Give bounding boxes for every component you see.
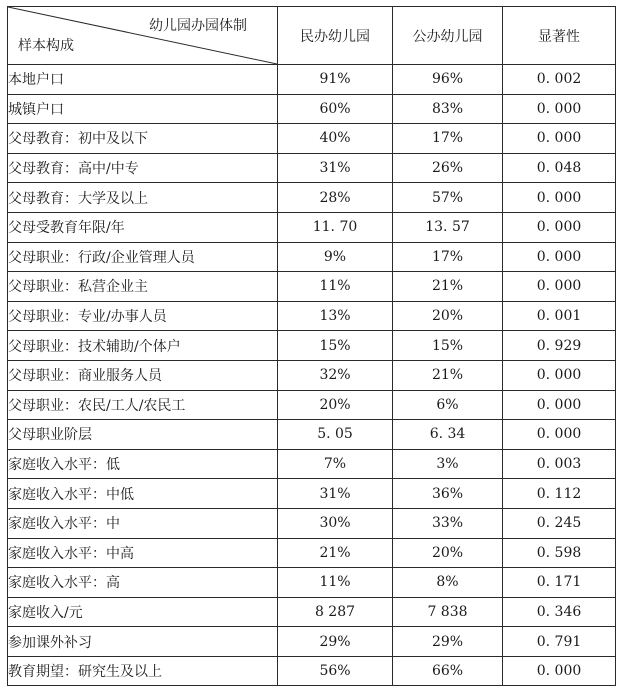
corner-top-label: 幼儿园办园体制 [149, 18, 247, 34]
significance-value-cell: 0. 598 [503, 538, 616, 568]
row-label: 父母职业阶层 [8, 420, 278, 450]
private-value-cell: 91% [278, 65, 393, 95]
row-label: 父母职业：商业服务人员 [8, 360, 278, 390]
public-value-cell: 7 838 [393, 597, 503, 627]
significance-value-cell: 0. 048 [503, 153, 616, 183]
public-value-cell: 21% [393, 272, 503, 302]
row-label: 父母职业：行政/企业管理人员 [8, 242, 278, 272]
public-value-cell: 6. 34 [393, 420, 503, 450]
table-row [8, 420, 616, 450]
public-value-cell: 6% [393, 390, 503, 420]
table-row [8, 65, 616, 95]
row-label: 父母职业：专业/办事人员 [8, 301, 278, 331]
significance-value-cell: 0. 112 [503, 479, 616, 509]
row-label: 父母教育：初中及以下 [8, 124, 278, 154]
public-value-cell: 13. 57 [393, 212, 503, 242]
row-label: 家庭收入水平：中 [8, 508, 278, 538]
public-value-cell: 26% [393, 153, 503, 183]
table-row [8, 153, 616, 183]
significance-value-cell: 0. 000 [503, 656, 616, 686]
private-value-cell: 11. 70 [278, 212, 393, 242]
private-value-cell: 15% [278, 331, 393, 361]
significance-value-cell: 0. 245 [503, 508, 616, 538]
table-row [8, 94, 616, 124]
table-row [8, 538, 616, 568]
table-row [8, 568, 616, 598]
row-label: 家庭收入水平：中低 [8, 479, 278, 509]
row-label: 家庭收入水平：低 [8, 449, 278, 479]
private-value-cell: 11% [278, 272, 393, 302]
public-value-cell: 17% [393, 242, 503, 272]
significance-value-cell: 0. 002 [503, 65, 616, 95]
private-value-cell: 5. 05 [278, 420, 393, 450]
table-body [8, 65, 616, 686]
public-value-cell: 57% [393, 183, 503, 213]
significance-value-cell: 0. 000 [503, 94, 616, 124]
private-value-cell: 32% [278, 360, 393, 390]
significance-value-cell: 0. 000 [503, 242, 616, 272]
private-value-cell: 56% [278, 656, 393, 686]
private-value-cell: 29% [278, 627, 393, 657]
public-value-cell: 33% [393, 508, 503, 538]
private-value-cell: 28% [278, 183, 393, 213]
private-value-cell: 11% [278, 568, 393, 598]
private-value-cell: 20% [278, 390, 393, 420]
table-row [8, 479, 616, 509]
significance-value-cell: 0. 003 [503, 449, 616, 479]
significance-value-cell: 0. 000 [503, 183, 616, 213]
table-row [8, 449, 616, 479]
public-value-cell: 3% [393, 449, 503, 479]
significance-value-cell: 0. 171 [503, 568, 616, 598]
public-value-cell: 15% [393, 331, 503, 361]
row-label: 家庭收入水平：高 [8, 568, 278, 598]
table-row [8, 124, 616, 154]
significance-value-cell: 0. 929 [503, 331, 616, 361]
column-header-public: 公办幼儿园 [393, 7, 503, 65]
private-value-cell: 31% [278, 479, 393, 509]
significance-value-cell: 0. 001 [503, 301, 616, 331]
significance-value-cell: 0. 346 [503, 597, 616, 627]
public-value-cell: 8% [393, 568, 503, 598]
diagonal-corner-cell [8, 7, 278, 65]
table-row [8, 272, 616, 302]
row-label: 家庭收入/元 [8, 597, 278, 627]
public-value-cell: 20% [393, 301, 503, 331]
significance-value-cell: 0. 000 [503, 124, 616, 154]
public-value-cell: 36% [393, 479, 503, 509]
private-value-cell: 60% [278, 94, 393, 124]
table-row [8, 508, 616, 538]
table-row [8, 212, 616, 242]
public-value-cell: 29% [393, 627, 503, 657]
significance-value-cell: 0. 000 [503, 390, 616, 420]
row-label: 父母受教育年限/年 [8, 212, 278, 242]
public-value-cell: 20% [393, 538, 503, 568]
sample-composition-table [7, 6, 616, 686]
significance-value-cell: 0. 000 [503, 420, 616, 450]
row-label: 本地户口 [8, 65, 278, 95]
public-value-cell: 21% [393, 360, 503, 390]
public-value-cell: 17% [393, 124, 503, 154]
row-label: 城镇户口 [8, 94, 278, 124]
private-value-cell: 7% [278, 449, 393, 479]
private-value-cell: 21% [278, 538, 393, 568]
private-value-cell: 30% [278, 508, 393, 538]
row-label: 父母教育：大学及以上 [8, 183, 278, 213]
table-row [8, 597, 616, 627]
table-row [8, 390, 616, 420]
row-label: 父母职业：农民/工人/农民工 [8, 390, 278, 420]
row-label: 教育期望：研究生及以上 [8, 656, 278, 686]
private-value-cell: 9% [278, 242, 393, 272]
row-label: 家庭收入水平：中高 [8, 538, 278, 568]
significance-value-cell: 0. 000 [503, 212, 616, 242]
row-label: 父母职业：技术辅助/个体户 [8, 331, 278, 361]
public-value-cell: 83% [393, 94, 503, 124]
private-value-cell: 31% [278, 153, 393, 183]
table-row [8, 331, 616, 361]
private-value-cell: 13% [278, 301, 393, 331]
table-row [8, 183, 616, 213]
table-row [8, 656, 616, 686]
significance-value-cell: 0. 791 [503, 627, 616, 657]
column-header-significance: 显著性 [503, 7, 616, 65]
table-row [8, 301, 616, 331]
table-row [8, 627, 616, 657]
private-value-cell: 8 287 [278, 597, 393, 627]
public-value-cell: 96% [393, 65, 503, 95]
private-value-cell: 40% [278, 124, 393, 154]
row-label: 参加课外补习 [8, 627, 278, 657]
row-label: 父母教育：高中/中专 [8, 153, 278, 183]
public-value-cell: 66% [393, 656, 503, 686]
corner-bottom-label: 样本构成 [18, 38, 74, 54]
significance-value-cell: 0. 000 [503, 272, 616, 302]
header-row [8, 7, 616, 65]
table-row [8, 360, 616, 390]
row-label: 父母职业：私营企业主 [8, 272, 278, 302]
table-row [8, 242, 616, 272]
column-header-private: 民办幼儿园 [278, 7, 393, 65]
significance-value-cell: 0. 000 [503, 360, 616, 390]
